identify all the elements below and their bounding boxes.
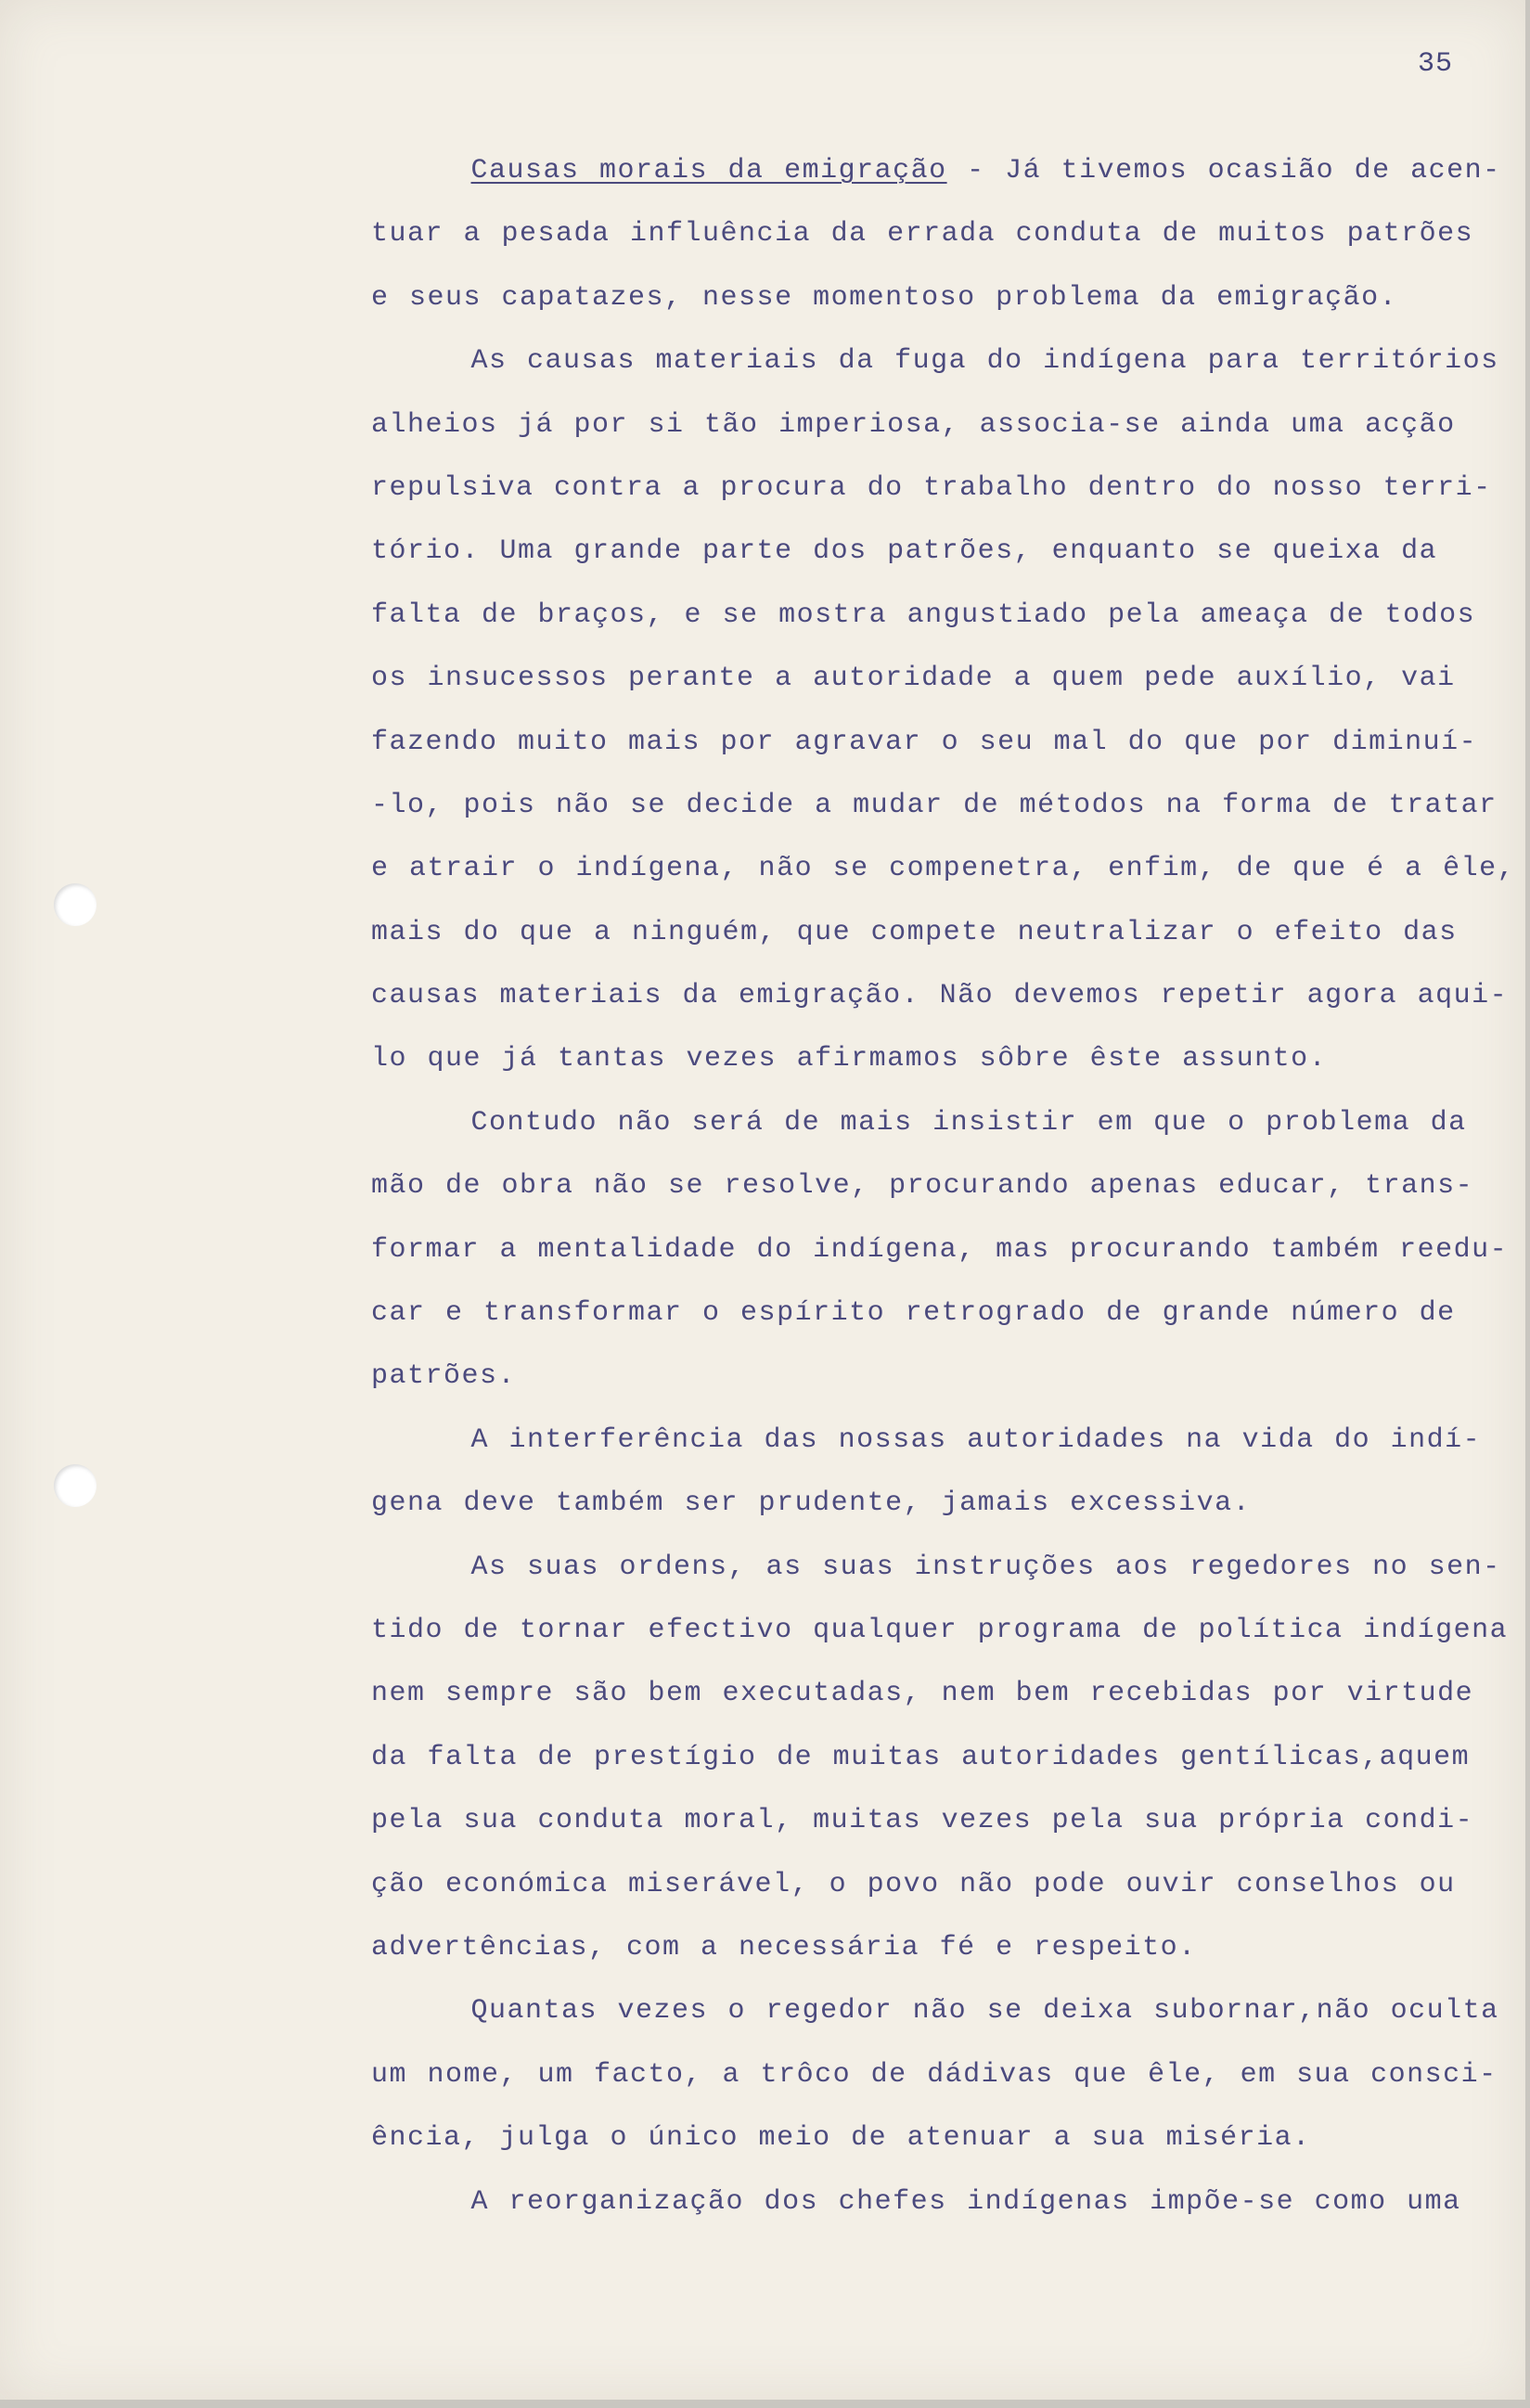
text-line: [371, 2106, 1512, 2170]
text-line: [371, 1409, 1512, 1472]
text-run: os insucessos perante a autoridade a quem pede auxílio, vai: [371, 663, 1456, 695]
punch-hole: [54, 883, 96, 926]
text-run: A reorganização dos chefes indígenas impõe-se como uma: [371, 2185, 1461, 2218]
text-run: ção económica miserável, o povo não pode ouvir conselhos ou: [371, 1868, 1456, 1900]
text-run: ência, julga o único meio de atenuar a sua miséria.: [371, 2122, 1311, 2155]
text-run: - Já tivemos ocasião de acen-: [946, 155, 1501, 187]
text-run: advertências, com a necessária fé e respeito.: [371, 1931, 1197, 1964]
text-line: [371, 1599, 1512, 1662]
text-run: Contudo não será de mais insistir em que o problema da: [371, 1106, 1467, 1139]
text-line: [371, 1662, 1512, 1725]
text-run: alheios já por si tão imperiosa, associa-se ainda uma acção: [371, 408, 1456, 441]
text-run: falta de braços, e se mostra angustiado pela ameaça de todos: [371, 599, 1476, 631]
text-line: [371, 774, 1512, 837]
text-line: [371, 1789, 1512, 1852]
text-line: [371, 1472, 1512, 1535]
text-run: e atrair o indígena, não se compenetra, enfim, de que é a êle,: [371, 853, 1516, 885]
text-run: pela sua conduta moral, muitas vezes pela sua própria condi-: [371, 1805, 1474, 1837]
text-line: [371, 1281, 1512, 1345]
typed-text-body: [371, 139, 1516, 2234]
text-line: [371, 1027, 1512, 1090]
page-number: 35: [1418, 48, 1454, 80]
text-line: [371, 647, 1512, 710]
text-run: tido de tornar efectivo qualquer programa de política indígena: [371, 1614, 1509, 1646]
text-line: [371, 202, 1512, 265]
text-run: -lo, pois não se decide a mudar de métodos na forma de tratar: [371, 789, 1498, 821]
text-run: e seus capatazes, nesse momentoso problema da emigração.: [371, 281, 1398, 314]
text-line: [371, 711, 1512, 774]
text-run: [371, 155, 471, 187]
text-run: da falta de prestígio de muitas autoridades gentílicas,aquem: [371, 1741, 1471, 1773]
text-line: [371, 1916, 1512, 1979]
text-line: [371, 584, 1512, 647]
text-run: car e transformar o espírito retrogrado de grande número de: [371, 1297, 1456, 1330]
text-line: [371, 1853, 1512, 1916]
text-run: A interferência das nossas autoridades na vida do indí-: [371, 1423, 1482, 1456]
text-line: [371, 964, 1512, 1027]
text-line: [371, 1979, 1512, 2042]
text-run: tuar a pesada influência da errada conduta de muitos patrões: [371, 218, 1474, 251]
text-run: repulsiva contra a procura do trabalho dentro do nosso terri-: [371, 471, 1492, 504]
text-line: [371, 329, 1512, 393]
text-run: tório. Uma grande parte dos patrões, enquanto se queixa da: [371, 535, 1438, 568]
text-line: [371, 1536, 1512, 1599]
text-run: mão de obra não se resolve, procurando apenas educar, trans-: [371, 1170, 1474, 1203]
text-run: As causas materiais da fuga do indígena para territórios: [371, 345, 1499, 378]
text-run: formar a mentalidade do indígena, mas procurando também reedu-: [371, 1233, 1509, 1266]
text-run: gena deve também ser prudente, jamais excessiva.: [371, 1487, 1252, 1520]
text-line: [371, 1345, 1512, 1408]
text-run: mais do que a ninguém, que compete neutralizar o efeito das: [371, 916, 1458, 948]
text-run: um nome, um facto, a trôco de dádivas que êle, em sua consci-: [371, 2058, 1498, 2091]
text-line: [371, 2043, 1512, 2106]
text-run: nem sempre são bem executadas, nem bem recebidas por virtude: [371, 1678, 1474, 1710]
text-line: [371, 1726, 1512, 1789]
text-line: [371, 520, 1512, 583]
text-run: Quantas vezes o regedor não se deixa subornar,não oculta: [371, 1995, 1499, 2028]
punch-hole: [54, 1464, 96, 1507]
text-line: [371, 139, 1512, 202]
text-line: [371, 393, 1512, 457]
text-line: [371, 1218, 1512, 1281]
text-line: [371, 266, 1512, 329]
section-heading: Causas morais da emigração: [470, 155, 947, 187]
text-run: As suas ordens, as suas instruções aos regedores no sen-: [371, 1551, 1501, 1583]
text-line: [371, 457, 1512, 520]
text-run: lo que já tantas vezes afirmamos sôbre êste assunto.: [371, 1043, 1328, 1075]
text-run: causas materiais da emigração. Não devemos repetir agora aqui-: [371, 980, 1509, 1012]
text-line: [371, 837, 1516, 900]
text-run: fazendo muito mais por agravar o seu mal do que por diminuí-: [371, 726, 1478, 758]
text-line: [371, 2170, 1512, 2234]
text-line: [371, 901, 1512, 964]
text-line: [371, 1154, 1512, 1217]
text-line: [371, 1091, 1512, 1154]
text-run: patrões.: [371, 1360, 517, 1393]
